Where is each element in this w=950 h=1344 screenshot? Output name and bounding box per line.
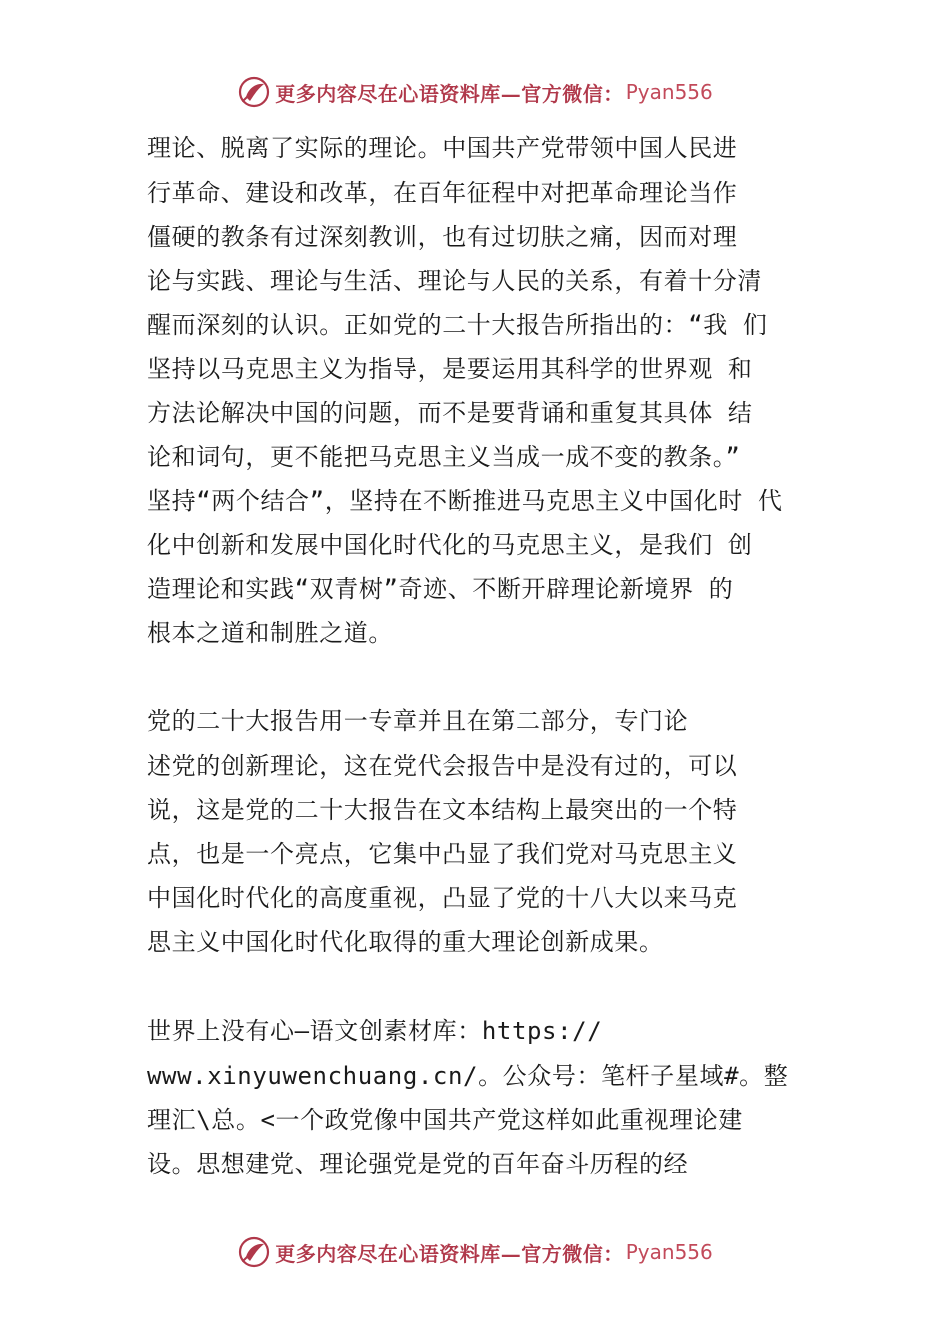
text-line: 设。思想建党、理论强党是党的百年奋斗历程的经 (147, 1150, 689, 1178)
text-line: 世界上没有心—语文创素材库：https:// (147, 1017, 603, 1045)
text-line: 党的二十大报告用一专章并且在第二部分，专门论 (147, 707, 689, 735)
text-line: 僵硬的教条有过深刻教训，也有过切肤之痛，因而对理 (147, 223, 738, 251)
text-line: 思主义中国化时代化取得的重大理论创新成果。 (147, 928, 664, 956)
text-line: 行革命、建设和改革，在百年征程中对把革命理论当作 (147, 179, 738, 207)
text-line: 点，也是一个亮点，它集中凸显了我们党对马克思主义 (147, 840, 738, 868)
header-banner-wechat: Pyan556 (625, 80, 713, 104)
text-line: 理论、脱离了实际的理论。中国共产党带领中国人民进 (147, 134, 738, 162)
text-line: 述党的创新理论，这在党代会报告中是没有过的，可以 (147, 752, 738, 780)
text-line: 中国化时代化的高度重视，凸显了党的十八大以来马克 (147, 884, 738, 912)
text-line: 坚持“两个结合”，坚持在不断推进马克思主义中国化时 代 (147, 487, 783, 515)
logo-icon (237, 1235, 271, 1269)
text-line: 方法论解决中国的问题，而不是要背诵和重复其具体 结 (147, 399, 753, 427)
footer-banner-wechat: Pyan556 (625, 1240, 713, 1264)
text-line: 醒而深刻的认识。正如党的二十大报告所指出的：“我 们 (147, 311, 768, 339)
text-line: www.xinyuwenchuang.cn/。公众号：笔杆子星域#。整 (147, 1062, 789, 1090)
text-line: 化中创新和发展中国化时代化的马克思主义，是我们 创 (147, 531, 753, 559)
text-line: 论与实践、理论与生活、理论与人民的关系，有着十分清 (147, 267, 762, 295)
text-line: 坚持以马克思主义为指导，是要运用其科学的世界观 和 (147, 355, 753, 383)
text-line: 理汇\总。<一个政党像中国共产党这样如此重视理论建 (147, 1106, 743, 1134)
text-line: 根本之道和制胜之道。 (147, 619, 393, 647)
text-line: 论和词句，更不能把马克思主义当成一成不变的教条。” (147, 443, 741, 471)
footer-banner (0, 1232, 950, 1272)
logo-icon (237, 75, 271, 109)
text-line: 说，这是党的二十大报告在文本结构上最突出的一个特 (147, 796, 738, 824)
footer-banner-text: 更多内容尽在心语资料库—官方微信： (275, 1241, 624, 1266)
header-banner (0, 72, 950, 112)
text-line: 造理论和实践“双青树”奇迹、不断开辟理论新境界 的 (147, 575, 734, 603)
header-banner-text: 更多内容尽在心语资料库—官方微信： (275, 81, 624, 106)
